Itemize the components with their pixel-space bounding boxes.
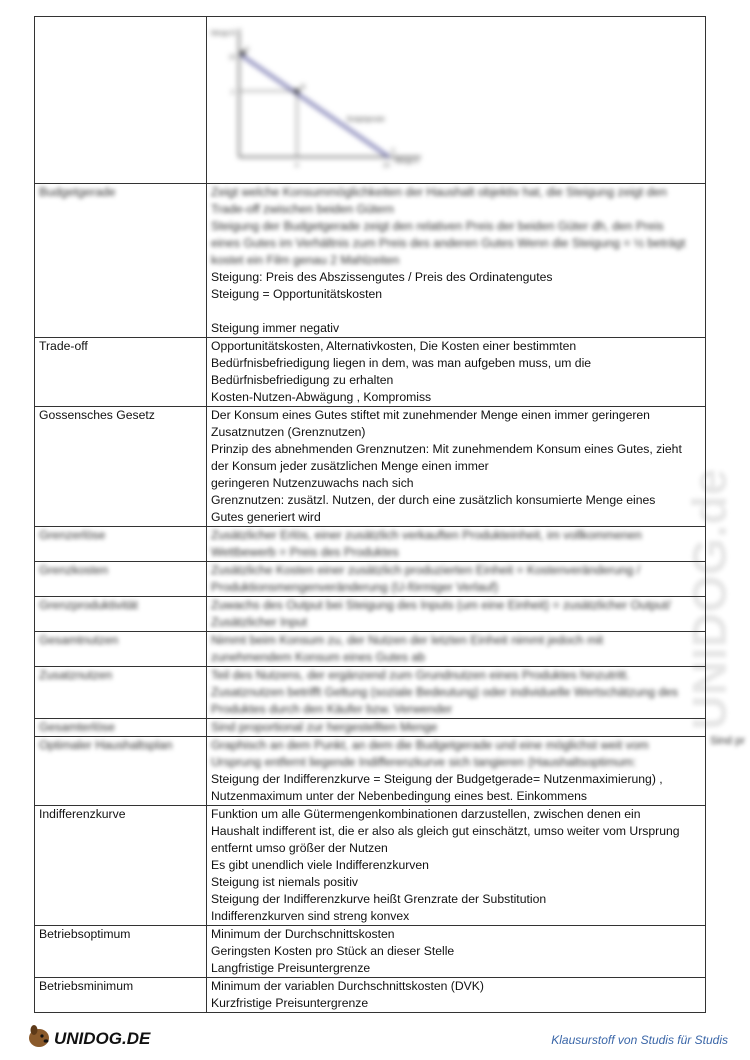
definition-line: Produktes durch den Käufer bzw. Verwender — [211, 702, 453, 716]
definition-line: Steigung der Budgetgerade zeigt den relativen Preis der beiden Güter dh, den Preis — [211, 219, 664, 233]
table-row — [35, 527, 706, 562]
term-label: Gesamtnutzen — [39, 633, 119, 647]
term-cell — [35, 562, 207, 597]
term-label: Grenzkosten — [39, 563, 109, 577]
definition-line: Nimmt beim Konsum zu, der Nutzen der letzten Einheit nimmt jedoch mit — [211, 633, 604, 647]
table-row — [35, 597, 706, 632]
definition-line: Bedürfnisbefriedigung liegen in dem, was man aufgeben muss, um die — [211, 356, 592, 370]
table-row — [35, 667, 706, 719]
definition-line: Steigung immer negativ — [211, 321, 340, 335]
diagram-point-a-label: A — [245, 47, 250, 53]
definition-line: Langfristige Preisuntergrenze — [211, 961, 371, 975]
table-row — [35, 806, 706, 926]
svg-text:UNIDOG.de: UNIDOG.de — [684, 468, 737, 730]
term-label: Budgetgerade — [39, 185, 116, 199]
definition-line: Funktion um alle Gütermengenkombinationen darzustellen, zwischen denen ein — [211, 807, 641, 821]
definition-line: Opportunitätskosten, Alternativkosten, Die Kosten einer bestimmten — [211, 339, 577, 353]
definition-line: Zeigt welche Konsummöglichkeiten der Haushalt objektiv hat, die Steigung zeigt den — [211, 185, 667, 199]
definition-line: Teil des Nutzens, der ergänzend zum Grundnutzen eines Produktes hinzutritt. — [211, 668, 630, 682]
term-cell — [35, 737, 207, 806]
term-label: Grenzproduktivität — [39, 598, 138, 612]
definition-line: Der Konsum eines Gutes stiftet mit zunehmender Menge einen immer geringeren — [211, 408, 650, 422]
definition-line: Zusätzlicher Erlös, einer zusätzlich verkauften Produkteinheit, im vollkommenen — [211, 528, 642, 542]
diagram-x-axis-label: Menge A — [395, 159, 419, 165]
term-label: Trade-off — [39, 339, 88, 353]
definition-cell — [207, 184, 706, 338]
definition-cell — [207, 407, 706, 527]
definition-line: Geringsten Kosten pro Stück an dieser Stelle — [211, 944, 455, 958]
term-cell — [35, 806, 207, 926]
term-cell — [35, 926, 207, 978]
term-cell — [35, 338, 207, 407]
logo-text: UNIDOG.DE — [54, 1029, 151, 1048]
table-row — [35, 632, 706, 667]
definition-line: Es gibt unendlich viele Indifferenzkurven — [211, 858, 429, 872]
unidog-logo — [26, 1020, 166, 1050]
definition-line: Steigung: Preis des Abszissengutes / Preis des Ordinatengutes — [211, 270, 553, 284]
definition-line: der Konsum jeder zusätzlichen Menge einen immer — [211, 459, 489, 473]
table-row — [35, 719, 706, 737]
diagram-y-intercept-label: 10 — [229, 55, 236, 61]
definition-cell — [207, 719, 706, 737]
diagram-y-point-label: 2 — [231, 90, 235, 96]
term-label: Indifferenzkurve — [39, 807, 126, 821]
definition-cell — [207, 737, 706, 806]
definition-line: entfernt umso größer der Nutzen — [211, 841, 388, 855]
budget-line-diagram — [207, 17, 707, 183]
table-row — [35, 407, 706, 527]
definition-line: zunehmendem Konsum eines Gutes ab — [211, 650, 426, 664]
term-label: Zusatznutzen — [39, 668, 113, 682]
term-cell — [35, 184, 207, 338]
term-cell — [35, 978, 207, 1013]
definition-line: geringeren Nutzenzuwachs nach sich — [211, 476, 414, 490]
definition-cell — [207, 667, 706, 719]
definition-line: Grenznutzen: zusätzl. Nutzen, der durch eine zusätzlich konsumierte Menge eines — [211, 493, 656, 507]
term-cell — [35, 632, 207, 667]
diagram-x-point-label: 4 — [295, 163, 299, 169]
definition-line: Zuwachs des Output bei Steigung des Inputs (um eine Einheit) = zusätzlicher Output/ — [211, 598, 671, 612]
definition-line: Kosten-Nutzen-Abwägung , Kompromiss — [211, 390, 432, 404]
definition-line: eines Gutes im Verhältnis zum Preis des anderen Gutes Wenn die Steigung = ½ beträgt — [211, 236, 686, 250]
term-label: Gesamterlöse — [39, 720, 115, 734]
term-cell — [35, 719, 207, 737]
diagram-content — [211, 29, 421, 169]
definition-line: Indifferenzkurven sind streng konvex — [211, 909, 410, 923]
overflow-cell-text: Sind pr — [710, 735, 745, 747]
table-row — [35, 978, 706, 1013]
definition-line: Prinzip des abnehmenden Grenznutzen: Mit zunehmendem Konsum eines Gutes, zieht — [211, 442, 682, 456]
diagram-x-intercept-label: 10 — [383, 163, 390, 169]
diagram-cell — [207, 17, 706, 184]
definition-line: Minimum der Durchschnittskosten — [211, 927, 395, 941]
definition-line: Steigung der Indifferenzkurve = Steigung der Budgetgerade= Nutzenmaximierung) , — [211, 772, 663, 786]
definition-line: Steigung = Opportunitätskosten — [211, 287, 383, 301]
definition-line — [211, 303, 701, 320]
diagram-y-axis-label: Menge B — [211, 31, 236, 37]
watermark-text — [680, 260, 740, 740]
term-cell — [35, 527, 207, 562]
definition-line: Produktionsmengenveränderung (U-förmiger Verlauf) — [211, 580, 499, 594]
definition-line: Bedürfnisbefriedigung zu erhalten — [211, 373, 394, 387]
definition-cell — [207, 338, 706, 407]
term-cell — [35, 597, 207, 632]
glossary-table — [34, 16, 706, 1013]
definition-line: Haushalt indifferent ist, die er also als gleich gut einschätzt, umso weiter vom Ursprung — [211, 824, 680, 838]
definition-line: Minimum der variablen Durchschnittskosten (DVK) — [211, 979, 484, 993]
definition-line: Sind proportional zur hergestellten Menge — [211, 720, 438, 734]
definition-cell — [207, 806, 706, 926]
table-row — [35, 184, 706, 338]
footer-tagline: Klausurstoff von Studis für Studis — [551, 1033, 728, 1047]
term-label: Betriebsoptimum — [39, 927, 131, 941]
term-label: Grenzerlöse — [39, 528, 106, 542]
definition-line: Wettbewerb = Preis des Produktes — [211, 545, 399, 559]
table-row — [35, 562, 706, 597]
term-cell — [35, 667, 207, 719]
definition-cell — [207, 562, 706, 597]
definition-line: Kurzfristige Preisuntergrenze — [211, 996, 369, 1010]
budget-line — [241, 55, 389, 157]
definition-line: Zusatznutzen (Grenznutzen) — [211, 425, 366, 439]
definition-line: Zusätzliche Kosten einer zusätzlich produzierten Einheit = Kostenveränderung / — [211, 563, 641, 577]
table-row — [35, 737, 706, 806]
term-label: Optimaler Haushaltsplan — [39, 738, 173, 752]
definition-cell — [207, 527, 706, 562]
diagram-budget-line-label: Budgetgerade — [347, 117, 385, 123]
definition-line: Graphisch an dem Punkt, an dem die Budgetgerade und eine möglichst weit vom — [211, 738, 649, 752]
diagram-row — [35, 17, 706, 184]
definition-line: Ursprung entfernt liegende Indifferenzkurve sich tangieren (Haushaltsoptimum: — [211, 755, 637, 769]
definition-cell — [207, 926, 706, 978]
definition-line: kostet ein Film genau 2 Mahlzeiten — [211, 253, 400, 267]
definition-cell — [207, 978, 706, 1013]
table-row — [35, 926, 706, 978]
definition-line: Steigung ist niemals positiv — [211, 875, 358, 889]
table-row — [35, 338, 706, 407]
diagram-term-cell — [35, 17, 207, 184]
definition-line: Steigung der Indifferenzkurve heißt Grenzrate der Substitution — [211, 892, 547, 906]
definition-line: Zusätzlicher Input — [211, 615, 308, 629]
diagram-point-b — [295, 89, 300, 94]
term-label: Betriebsminimum — [39, 979, 134, 993]
definition-cell — [207, 632, 706, 667]
diagram-point-c-label: C — [391, 149, 396, 155]
term-label: Gossensches Gesetz — [39, 408, 155, 422]
diagram-point-b-label: B — [301, 85, 306, 91]
definition-line: Trade-off zwischen beiden Gütern — [211, 202, 394, 216]
term-cell — [35, 407, 207, 527]
definition-line: Zusatznutzen betrifft Geltung (soziale Bedeutung) oder individuelle Wertschätzung des — [211, 685, 679, 699]
definition-line: Gutes generiert wird — [211, 510, 321, 524]
definition-cell — [207, 597, 706, 632]
definition-line: Nutzenmaximum unter der Nebenbedingung eines best. Einkommens — [211, 789, 587, 803]
